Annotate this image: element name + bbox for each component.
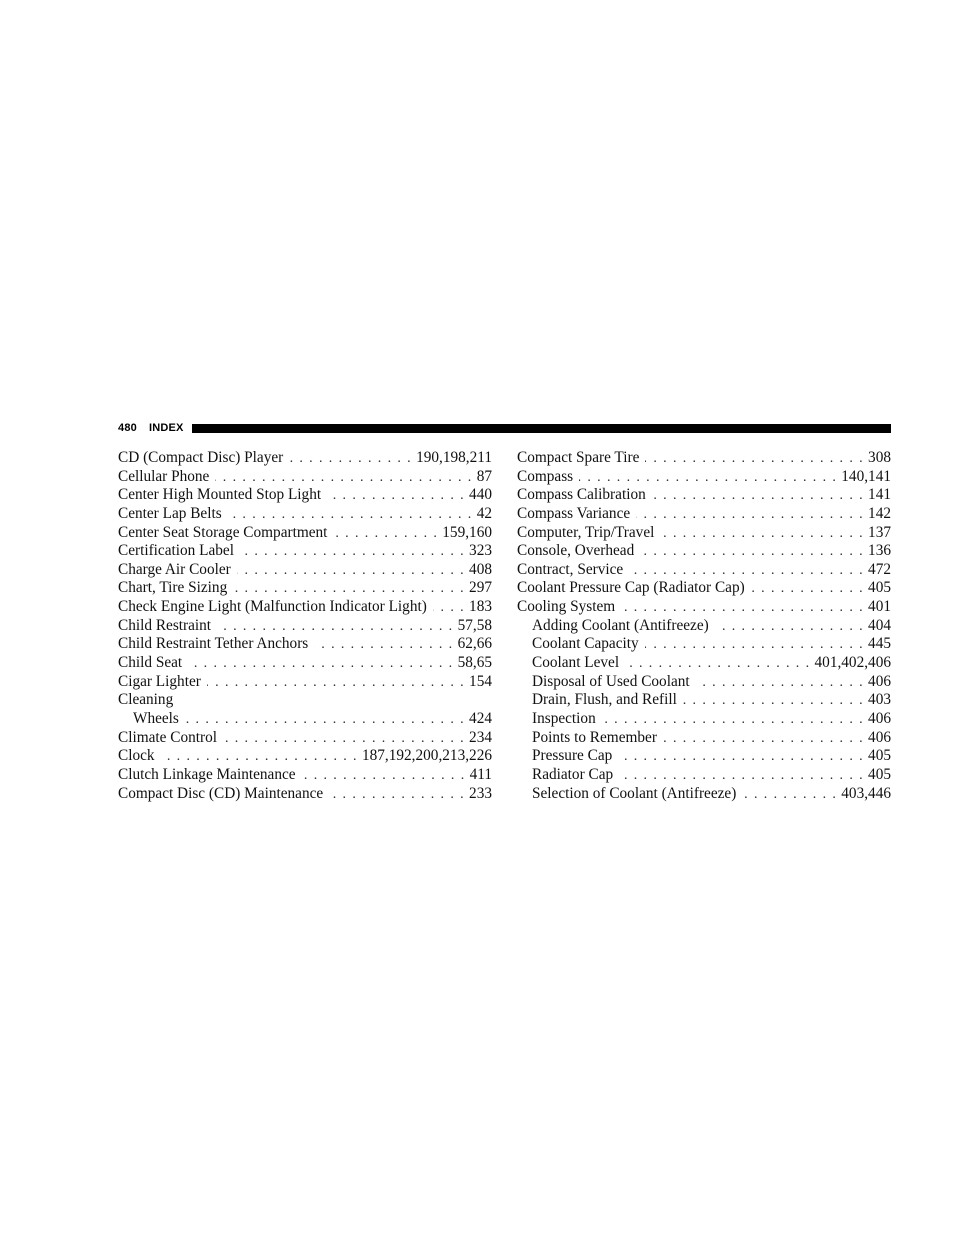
dot-leader xyxy=(215,469,472,488)
index-entry xyxy=(517,598,891,617)
dot-leader xyxy=(185,711,465,730)
index-subentry xyxy=(118,710,492,729)
dot-leader xyxy=(619,767,864,786)
entry-pages: 58,65 xyxy=(457,654,492,672)
dot-leader xyxy=(314,636,453,655)
entry-pages: 406 xyxy=(868,672,891,690)
entry-pages: 403,446 xyxy=(841,784,891,802)
entry-label: Compact Spare Tire xyxy=(517,449,640,466)
entry-label: Cellular Phone xyxy=(118,467,210,485)
index-subentry xyxy=(517,617,891,636)
entry-pages: 183 xyxy=(469,598,492,616)
entry-label: Adding Coolant (Antifreeze) xyxy=(532,616,709,634)
entry-label: Points to Remember xyxy=(532,728,657,746)
dot-leader xyxy=(161,748,358,767)
header-rule xyxy=(192,424,891,433)
dot-leader xyxy=(223,730,465,749)
entry-label: Child Restraint xyxy=(118,616,212,634)
page-number: 480 xyxy=(118,422,137,434)
index-entry xyxy=(118,524,492,543)
entry-label: Computer, Trip/Travel xyxy=(517,523,655,541)
entry-pages: 154 xyxy=(469,672,492,690)
index-subentry xyxy=(517,635,891,654)
dot-leader xyxy=(645,636,864,655)
entry-label: Drain, Flush, and Refill xyxy=(532,691,677,709)
entry-label: Charge Air Cooler xyxy=(118,560,231,578)
entry-pages: 308 xyxy=(868,449,891,466)
entry-label: Center Seat Storage Compartment xyxy=(118,523,328,541)
dot-leader xyxy=(329,786,465,805)
entry-label: Clock xyxy=(118,747,155,765)
entry-label: Selection of Coolant (Antifreeze) xyxy=(532,784,737,802)
index-entry xyxy=(517,449,891,468)
entry-label: Compass Calibration xyxy=(517,486,646,504)
dot-leader xyxy=(696,674,864,693)
entry-label: Disposal of Used Coolant xyxy=(532,672,690,690)
index-subentry xyxy=(517,710,891,729)
entry-pages: 404 xyxy=(868,616,891,634)
dot-leader xyxy=(333,525,438,544)
index-entry xyxy=(118,673,492,692)
entry-label: Check Engine Light (Malfunction Indicator Light) xyxy=(118,598,427,616)
entry-label: Compass Variance xyxy=(517,504,631,522)
entry-pages: 233 xyxy=(469,784,492,802)
entry-label: Climate Control xyxy=(118,728,217,746)
index-entry xyxy=(118,486,492,505)
entry-pages: 411 xyxy=(469,765,492,783)
dot-leader xyxy=(660,525,864,544)
index-entry xyxy=(517,561,891,580)
index-entry xyxy=(118,579,492,598)
dot-leader xyxy=(433,599,465,618)
entry-pages: 62,66 xyxy=(457,635,492,653)
dot-leader xyxy=(188,655,453,674)
entry-pages: 401 xyxy=(868,598,891,616)
entry-pages: 403 xyxy=(868,691,891,709)
index-subentry xyxy=(517,673,891,692)
entry-pages: 405 xyxy=(868,747,891,765)
entry-label: Contract, Service xyxy=(517,560,624,578)
entry-label: Inspection xyxy=(532,709,596,727)
index-column-left xyxy=(118,449,492,803)
entry-pages: 406 xyxy=(868,728,891,746)
dot-leader xyxy=(233,580,465,599)
entry-label: Coolant Pressure Cap (Radiator Cap) xyxy=(517,579,745,597)
dot-leader xyxy=(663,730,864,749)
entry-label: Certification Label xyxy=(118,542,234,560)
entry-pages: 137 xyxy=(868,523,891,541)
index-entry xyxy=(118,598,492,617)
dot-leader xyxy=(207,674,465,693)
entry-label: Child Seat xyxy=(118,654,183,672)
entry-pages: 142 xyxy=(868,504,891,522)
entry-label: Coolant Level xyxy=(532,654,620,672)
entry-pages: 323 xyxy=(469,542,492,560)
page-header xyxy=(118,420,891,436)
dot-leader xyxy=(742,786,837,805)
index-entry xyxy=(118,635,492,654)
entry-pages: 472 xyxy=(868,560,891,578)
entry-label: Clutch Linkage Maintenance xyxy=(118,765,296,783)
entry-pages: 141 xyxy=(868,486,891,504)
dot-leader xyxy=(683,692,864,711)
entry-pages: 440 xyxy=(469,486,492,504)
index-entry xyxy=(118,729,492,748)
index-entry xyxy=(118,766,492,785)
index-entry xyxy=(118,542,492,561)
index-entry xyxy=(118,691,492,710)
dot-leader xyxy=(240,543,465,562)
entry-pages: 42 xyxy=(476,504,492,522)
entry-pages: 445 xyxy=(868,635,891,653)
dot-leader xyxy=(645,450,864,469)
entry-pages: 297 xyxy=(469,579,492,597)
dot-leader xyxy=(625,655,810,674)
dot-leader xyxy=(618,748,864,767)
dot-leader xyxy=(652,487,864,506)
index-subentry xyxy=(517,766,891,785)
index-subentry xyxy=(517,654,891,673)
entry-label: Radiator Cap xyxy=(532,765,614,783)
index-entry xyxy=(517,542,891,561)
entry-label: Compass xyxy=(517,467,574,485)
entry-label: Cooling System xyxy=(517,598,616,616)
dot-leader xyxy=(621,599,864,618)
entry-pages: 57,58 xyxy=(457,616,492,634)
entry-pages: 401,402,406 xyxy=(814,654,891,672)
dot-leader xyxy=(228,506,473,525)
entry-pages: 140,141 xyxy=(841,467,891,485)
entry-label: Compact Disc (CD) Maintenance xyxy=(118,784,324,802)
index-entry xyxy=(118,505,492,524)
index-entry xyxy=(517,486,891,505)
entry-label: CD (Compact Disc) Player xyxy=(118,449,284,466)
index-subentry xyxy=(517,785,891,804)
section-title: INDEX xyxy=(148,422,184,434)
entry-label: Chart, Tire Sizing xyxy=(118,579,228,597)
entry-label: Child Restraint Tether Anchors xyxy=(118,635,309,653)
index-entry xyxy=(118,747,492,766)
entry-pages: 405 xyxy=(868,765,891,783)
dot-leader xyxy=(636,506,864,525)
entry-pages: 234 xyxy=(469,728,492,746)
entry-pages: 406 xyxy=(868,709,891,727)
entry-pages: 159,160 xyxy=(442,523,492,541)
entry-pages: 408 xyxy=(469,560,492,578)
dot-leader xyxy=(302,767,466,786)
index-subentry xyxy=(517,747,891,766)
dot-leader xyxy=(629,562,864,581)
dot-leader xyxy=(327,487,465,506)
index-entry xyxy=(118,468,492,487)
index-entry xyxy=(517,524,891,543)
dot-leader xyxy=(289,450,412,469)
dot-leader xyxy=(640,543,864,562)
entry-label: Console, Overhead xyxy=(517,542,635,560)
dot-leader xyxy=(715,618,864,637)
entry-pages: 187,192,200,213,226 xyxy=(361,747,492,765)
index-entry xyxy=(118,449,492,468)
index-entry xyxy=(517,505,891,524)
entry-pages: 424 xyxy=(469,709,492,727)
entry-pages: 87 xyxy=(476,467,492,485)
dot-leader xyxy=(237,562,465,581)
entry-pages: 405 xyxy=(868,579,891,597)
index-entry xyxy=(118,785,492,804)
entry-label: Coolant Capacity xyxy=(532,635,639,653)
index-entry xyxy=(118,561,492,580)
index-entry xyxy=(517,579,891,598)
entry-label: Wheels xyxy=(133,709,179,727)
entry-label: Center High Mounted Stop Light xyxy=(118,486,322,504)
index-subentry xyxy=(517,729,891,748)
entry-pages: 190,198,211 xyxy=(416,449,492,466)
entry-label: Center Lap Belts xyxy=(118,504,222,522)
dot-leader xyxy=(602,711,864,730)
dot-leader xyxy=(217,618,454,637)
entry-label: Cigar Lighter xyxy=(118,672,201,690)
dot-leader xyxy=(579,469,837,488)
index-column-right xyxy=(517,449,891,803)
index-entry xyxy=(517,468,891,487)
entry-pages: 136 xyxy=(868,542,891,560)
index-entry xyxy=(118,654,492,673)
index-entry xyxy=(118,617,492,636)
entry-label: Cleaning xyxy=(118,691,174,709)
dot-leader xyxy=(751,580,864,599)
entry-label: Pressure Cap xyxy=(532,747,613,765)
index-subentry xyxy=(517,691,891,710)
